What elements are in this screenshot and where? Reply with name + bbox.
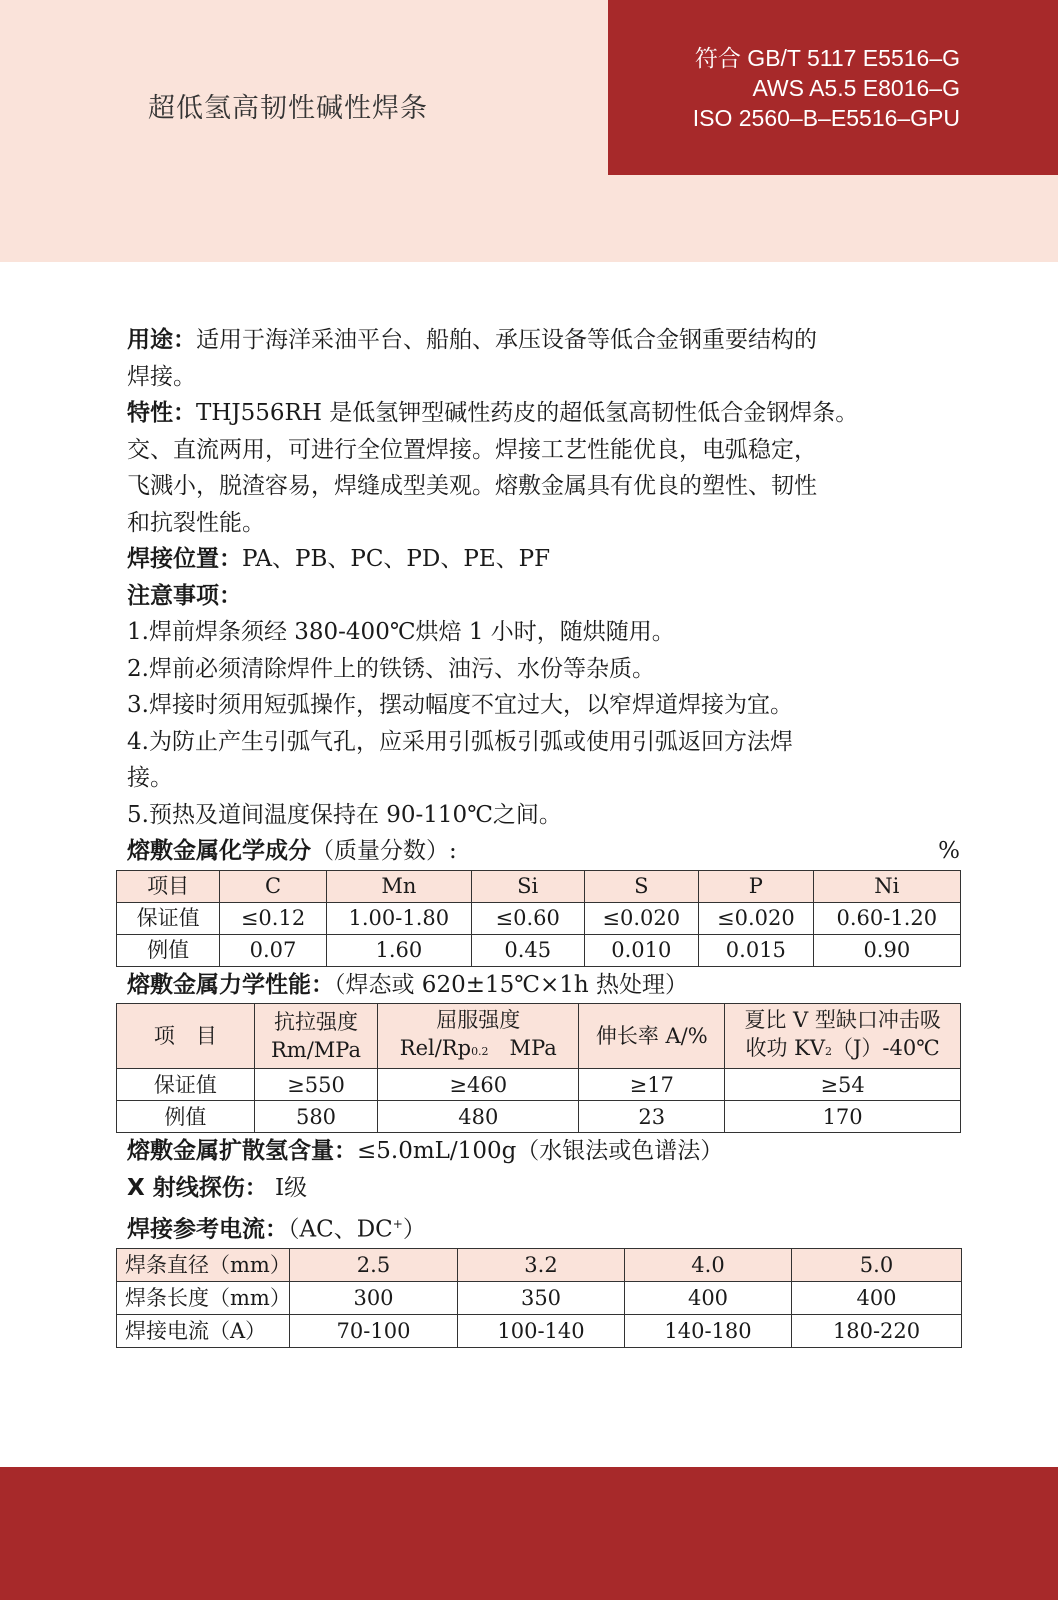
table-row: 例值 0.07 1.60 0.45 0.010 0.015 0.90 (117, 934, 961, 966)
table-row: 保证值 ≤0.12 1.00-1.80 ≤0.60 ≤0.020 ≤0.020 0.60-1.20 (117, 902, 961, 934)
positions-label: 焊接位置： (127, 546, 242, 572)
chemistry-table (116, 870, 961, 967)
usage-label: 用途： (127, 327, 196, 353)
table-row: 焊接电流（A） 70-100 100-140 140-180 180-220 (117, 1315, 962, 1348)
features-line-4: 和抗裂性能。 (127, 509, 265, 536)
mechanical-label: 熔敷金属力学性能： (127, 971, 334, 998)
current-heading: 焊接参考电流：（AC、DC+） (127, 1216, 426, 1243)
table-header-row: 项目 C Mn Si S P Ni (117, 870, 961, 902)
chemistry-heading: 熔敷金属化学成分（质量分数）: % (127, 833, 960, 870)
current-table (116, 1248, 962, 1348)
table-header-row: 焊条直径（mm） 2.5 3.2 4.0 5.0 (117, 1249, 962, 1282)
note-item: 5.预热及道间温度保持在 90-110℃之间。 (127, 801, 562, 828)
note-item: 接。 (127, 765, 173, 791)
features-line-1: 特性：THJ556RH 是低氢钾型碱性药皮的超低氢高韧性低合金钢焊条。 (127, 400, 859, 426)
usage-line-2: 焊接。 (127, 363, 196, 390)
usage-line-1: 用途：适用于海洋采油平台、船舶、承压设备等低合金钢重要结构的 (127, 327, 817, 353)
features-line-3: 飞溅小，脱渣容易，焊缝成型美观。熔敷金属具有优良的塑性、韧性 (127, 473, 817, 499)
content (127, 322, 960, 1348)
xray-line: X 射线探伤： Ⅰ级 (127, 1174, 308, 1201)
chemistry-label: 熔敷金属化学成分 (127, 838, 311, 864)
note-item: 4.为防止产生引弧气孔，应采用引弧板引弧或使用引弧返回方法焊 (127, 728, 793, 755)
standard-iso: ISO 2560–B–E5516–GPU (692, 105, 960, 131)
xray-label: X 射线探伤： (127, 1174, 268, 1201)
features-line-2: 交、直流两用，可进行全位置焊接。焊接工艺性能优良，电弧稳定， (127, 436, 817, 463)
hydrogen-label: 熔敷金属扩散氢含量： (127, 1138, 357, 1164)
standards-box (608, 0, 1058, 175)
table-row: 例值 580 480 23 170 (117, 1101, 961, 1133)
notes-label: 注意事项： (127, 582, 242, 609)
note-item: 3.焊接时须用短弧操作，摆动幅度不宜过大，以窄焊道焊接为宜。 (127, 692, 793, 718)
standard-aws: AWS A5.5 E8016–G (752, 75, 960, 101)
standard-gb: 符合 GB/T 5117 E5516–G (694, 45, 960, 71)
table-row: 焊条长度（mm） 300 350 400 400 (117, 1282, 962, 1315)
note-item: 2.焊前必须清除焊件上的铁锈、油污、水份等杂质。 (127, 655, 655, 682)
note-item: 1.焊前焊条须经 380-400℃烘焙 1 小时，随烘随用。 (127, 619, 675, 645)
hydrogen-line: 熔敷金属扩散氢含量：≤5.0mL/100g（水银法或色谱法） (127, 1138, 724, 1164)
product-title: 超低氢高韧性碱性焊条 (148, 93, 428, 124)
features-label: 特性： (127, 400, 196, 426)
footer-band (0, 1467, 1058, 1600)
positions: 焊接位置：PA、PB、PC、PD、PE、PF (127, 546, 551, 572)
table-header-row: 项 目 抗拉强度 Rm/MPa 屈服强度 Rel/Rp0.2 MPa 伸长率 A/% 夏比 V 型缺口冲击吸 收功 KV2（J）-40℃ (117, 1004, 961, 1069)
mechanical-table (116, 1003, 961, 1133)
current-label: 焊接参考电流： (127, 1216, 288, 1243)
table-row: 保证值 ≥550 ≥460 ≥17 ≥54 (117, 1069, 961, 1101)
chemistry-unit: % (938, 838, 960, 864)
mechanical-heading: 熔敷金属力学性能：（焊态或 620±15℃×1h 热处理） (127, 971, 689, 998)
